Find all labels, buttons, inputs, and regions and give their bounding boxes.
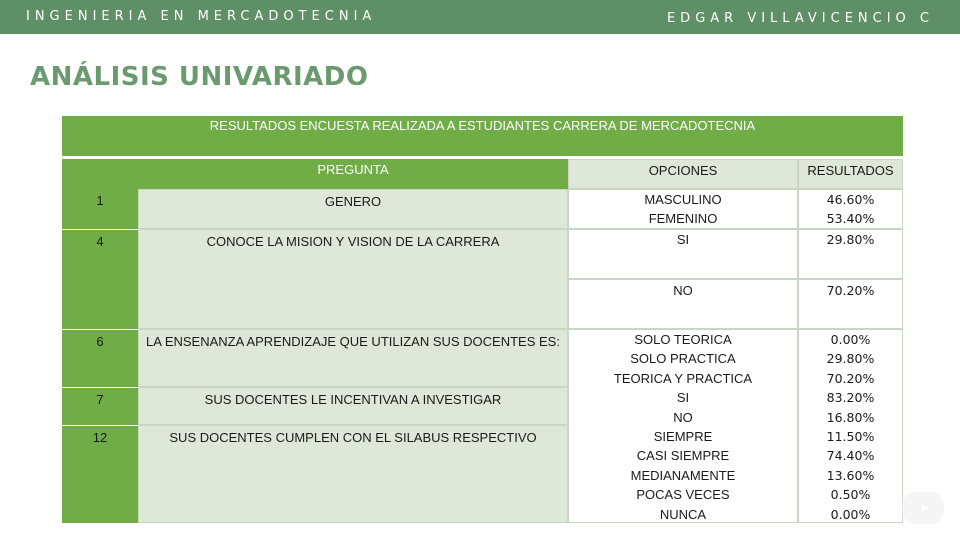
option-label: SOLO PRACTICA [630,351,736,367]
question-text: CONOCE LA MISION Y VISION DE LA CARRERA [138,229,568,329]
course-name: INGENIERIA EN MERCADOTECNIA [26,9,377,24]
result-value: 0.00% [830,332,871,347]
top-banner [0,0,960,34]
result-value: 29.80% [798,229,903,279]
question-number: 4 [62,229,138,329]
result-value: 53.40% [826,211,875,227]
result-value: 16.80% [826,409,875,425]
question-number: 6 [62,329,138,387]
header-opciones: OPCIONES [568,159,798,189]
question-text: LA ENSENANZA APRENDIZAJE QUE UTILIZAN SUS DOCENTES ES: [138,329,568,387]
question-number: 1 [62,189,138,229]
chevron-right-icon: ▸ [922,499,930,515]
header-resultados: RESULTADOS [798,159,903,189]
option-label: SI [676,390,690,406]
result-value: 46.60% [826,192,875,207]
result-value: 70.20% [826,370,875,386]
table-title: RESULTADOS ENCUESTA REALIZADA A ESTUDIANTES CARRERA DE MERCADOTECNIA [62,116,903,156]
question-number: 7 [62,387,138,425]
option-label: NUNCA [659,506,707,522]
result-value: 29.80% [826,351,875,367]
option-label: SIEMPRE [653,429,713,445]
result-value: 83.20% [826,390,875,406]
result-value: 11.50% [826,429,875,445]
option-label: MEDIANAMENTE [630,467,736,483]
header-pregunta: PREGUNTA [138,159,568,189]
option-label: NO [673,409,693,425]
option-label: FEMENINO [648,211,718,227]
question-text: SUS DOCENTES CUMPLEN CON EL SILABUS RESPECTIVO [138,425,568,523]
option-label: SOLO TEORICA [634,332,732,347]
option-label: MASCULINO [644,192,722,207]
option-label: CASI SIEMPRE [636,448,730,464]
page-title: ANÁLISIS UNIVARIADO [30,62,369,92]
result-value: 0.50% [830,487,871,503]
results-cell [798,329,903,523]
result-value: 70.20% [798,279,903,329]
option-label: POCAS VECES [636,487,730,503]
options-cell [568,329,798,523]
question-number: 12 [62,425,138,523]
option-label: NO [568,279,798,329]
results-cell [798,189,903,229]
next-slide-button[interactable] [902,492,944,524]
result-value: 13.60% [826,467,875,483]
question-text: SUS DOCENTES LE INCENTIVAN A INVESTIGAR [138,387,568,425]
result-value: 74.40% [826,448,875,464]
author-name: EDGAR VILLAVICENCIO C [666,11,934,26]
options-cell [568,189,798,229]
option-label: SI [568,229,798,279]
question-text: GENERO [138,189,568,229]
result-value: 0.00% [830,506,871,522]
header-num-cell [62,159,138,189]
option-label: TEORICA Y PRACTICA [613,370,753,386]
